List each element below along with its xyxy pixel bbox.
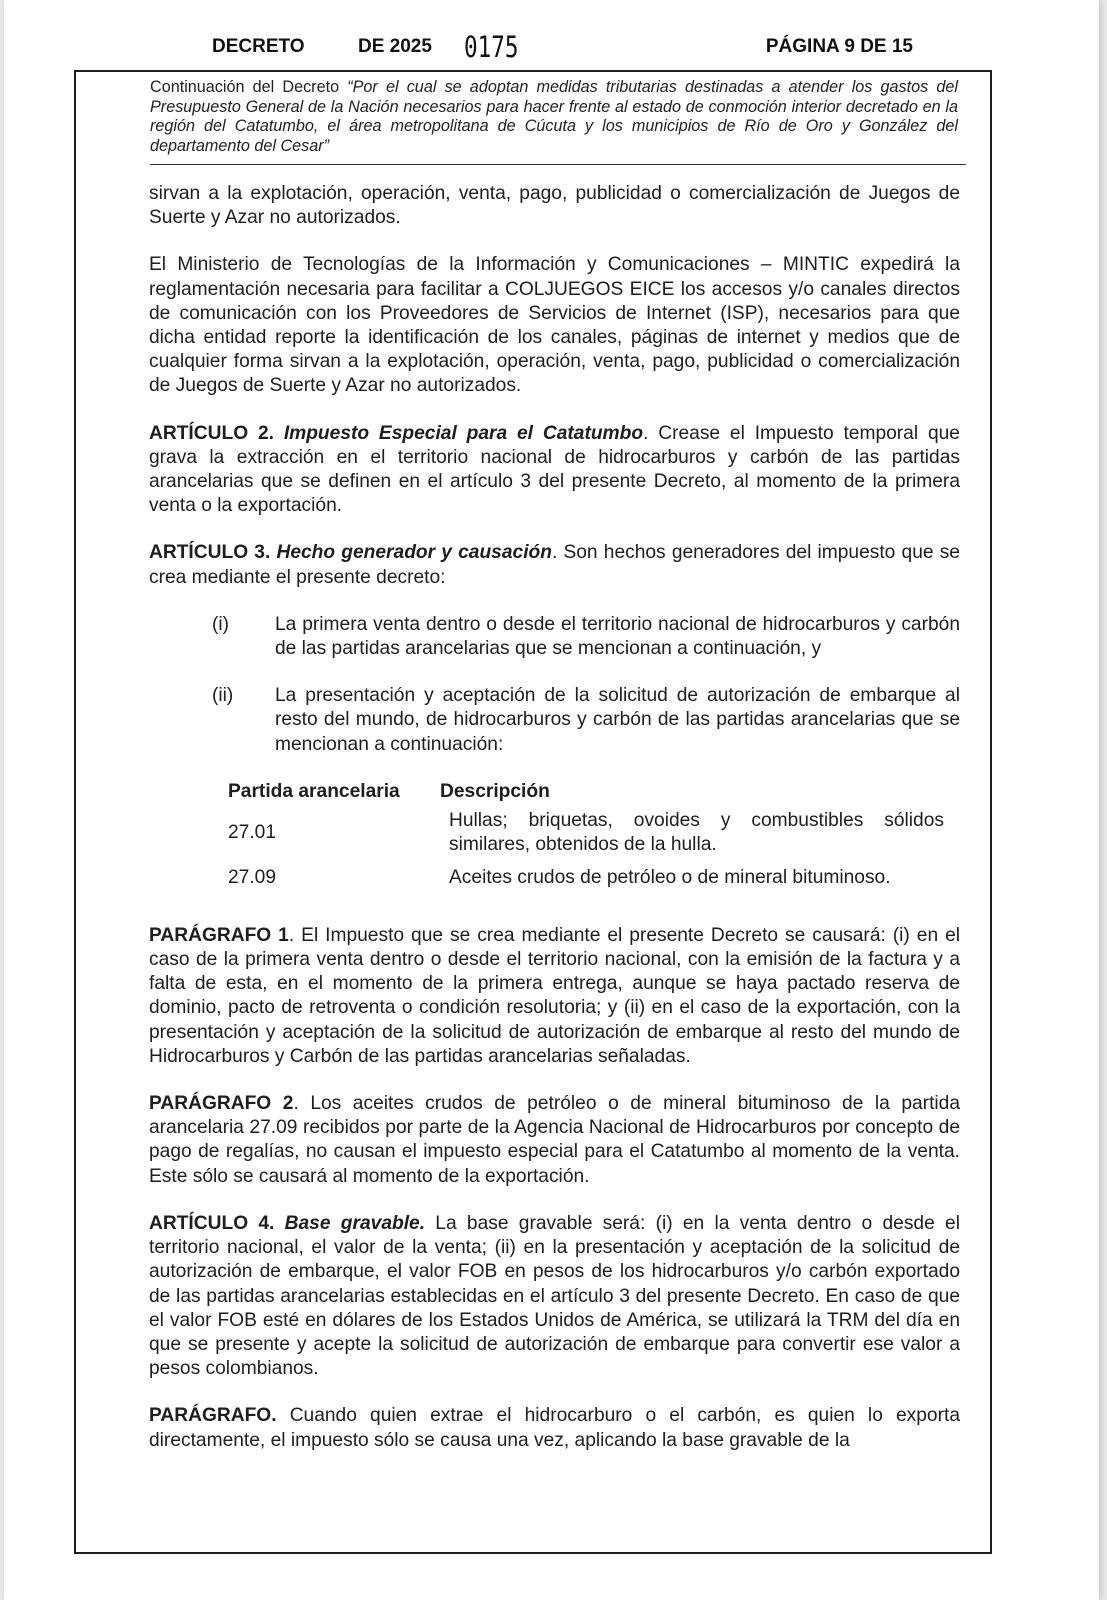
frame-content <box>74 70 992 1554</box>
decree-title: “Por el cual se adoptan medidas tributarias destinadas a atender los gastos del Presupuesto General de la Nación necesarios para hacer frente al estado de conmoción interior decretado en la región del Catatumbo, el área metropolitana de Cúcuta y los municipios de Río de Oro y González del departamento del Cesar” <box>150 78 958 155</box>
list-text: La presentación y aceptación de la solicitud de autorización de embarque al resto del mundo, de hidrocarburos y carbón de las partidas arancelarias que se mencionan a continuación: <box>275 685 960 755</box>
table-row <box>228 866 944 900</box>
paragraph-text: . El Impuesto que se crea mediante el presente Decreto se causará: (i) en el caso de la primera venta dentro o desde el territorio nacional, con la emisión de la factura y a falta de esta, en el momento de la primera entrega, aunque se haya pactado reserva de dominio, pacto de retroventa o condición resolutoria; y (ii) en el caso de la exportación, con la presentación y aceptación de la solicitud de autorización de embarque al resto del mundo de Hidrocarburos y Carbón de las partidas arancelarias señaladas. <box>149 924 961 1067</box>
article-title: Base gravable. <box>284 1212 426 1234</box>
paragraph-text: Cuando quien extrae el hidrocarburo o el carbón, es quien lo exporta directamente, el impuesto sólo se causa una vez, aplicando la base gravable de la <box>149 1405 960 1451</box>
page-header <box>212 30 913 62</box>
tariff-code: 27.09 <box>228 867 277 889</box>
article-label: ARTÍCULO 2. <box>149 422 274 444</box>
article-text: La base gravable será: (i) en la venta dentro o desde el territorio nacional, el valor de la venta; (ii) en la presentación y aceptación de la solicitud de autorización de embarque, el valor FOB en pesos de los hidrocarburos y/o carbón exportado de las partidas arancelarias establecidas en el artículo 3 del presente Decreto. En caso de que el valor FOB esté en dólares de los Estados Unidos de América, se utilizará la TRM del día en que se presente y acepte la solicitud de autorización de embarque para convertir ese valor a pesos colombianos. <box>149 1212 960 1380</box>
tariff-description: Aceites crudos de petróleo o de mineral bituminoso. <box>449 867 891 889</box>
document-body <box>149 182 960 1476</box>
article-2 <box>149 422 960 519</box>
paragraph: sirvan a la explotación, operación, venta, pago, publicidad o comercialización de Juegos de Suerte y Azar no autorizados. <box>149 183 960 229</box>
list-item <box>149 684 960 757</box>
list-numeral: (i) <box>212 613 230 635</box>
article-title: Hecho generador y causación <box>276 542 552 564</box>
article-label: ARTÍCULO 4. <box>149 1212 275 1234</box>
article-text: . Crease el Impuesto temporal que grava la extracción en el territorio nacional de hidrocarburos y carbón de las partidas arancelarias que se definen en el artículo 3 del presente Decreto, al momento de la primera venta o la exportación. <box>149 422 960 517</box>
paragraph-final <box>149 1404 960 1452</box>
tariff-code: 27.01 <box>228 822 277 844</box>
header-divider <box>150 164 966 165</box>
paragraph-2 <box>149 1092 960 1189</box>
column-header-code: Partida arancelaria <box>228 780 400 802</box>
decree-number-stamp: 0175 <box>464 30 519 64</box>
article-title: Impuesto Especial para el Catatumbo <box>283 422 644 444</box>
paragraph-label: PARÁGRAFO. <box>149 1405 277 1427</box>
page-number: PÁGINA 9 DE 15 <box>765 36 913 57</box>
tariff-table <box>228 780 944 900</box>
article-text: . Son hechos generadores del impuesto que se crea mediante el presente decreto: <box>149 542 960 588</box>
continuation-note <box>150 78 958 156</box>
decree-year: DE 2025 <box>358 36 432 57</box>
article-label: ARTÍCULO 3. <box>149 542 271 564</box>
document-page <box>4 0 1099 1600</box>
decree-label: DECRETO <box>212 36 305 57</box>
article-3 <box>149 541 960 589</box>
paragraph: El Ministerio de Tecnologías de la Información y Comunicaciones – MINTIC expedirá la reglamentación necesaria para facilitar a COLJUEGOS EICE los accesos y/o canales directos de comunicación con los Proveedores de Servicios de Internet (ISP), necesarios para que dicha entidad reporte la identificación de los canales, páginas de internet y medios que de cualquier forma sirvan a la explotación, operación, venta, pago, publicidad o comercialización de Juegos de Suerte y Azar no autorizados. <box>149 254 960 397</box>
continuation-lead: Continuación del Decreto <box>150 78 348 96</box>
paragraph-1 <box>149 924 960 1069</box>
paragraph-label: PARÁGRAFO 2 <box>149 1093 294 1115</box>
paragraph-text: . Los aceites crudos de petróleo o de mineral bituminoso de la partida arancelaria 27.09 recibidos por parte de la Agencia Nacional de Hidrocarburos por concepto de pago de regalías, no causan el impuesto especial para el Catatumbo al momento de la venta. Este sólo se causará al momento de la exportación. <box>149 1093 960 1187</box>
table-header-row <box>228 780 944 810</box>
paragraph-label: PARÁGRAFO 1 <box>149 924 289 946</box>
list-numeral: (ii) <box>212 685 234 707</box>
article-4 <box>149 1212 960 1381</box>
tariff-description: Hullas; briquetas, ovoides y combustibles sólidos similares, obtenidos de la hulla. <box>449 810 944 855</box>
column-header-description: Descripción <box>440 780 550 802</box>
list-text: La primera venta dentro o desde el territorio nacional de hidrocarburos y carbón de las partidas arancelarias que se mencionan a continuación, y <box>275 613 960 660</box>
table-row <box>228 809 944 866</box>
list-item <box>149 613 960 661</box>
